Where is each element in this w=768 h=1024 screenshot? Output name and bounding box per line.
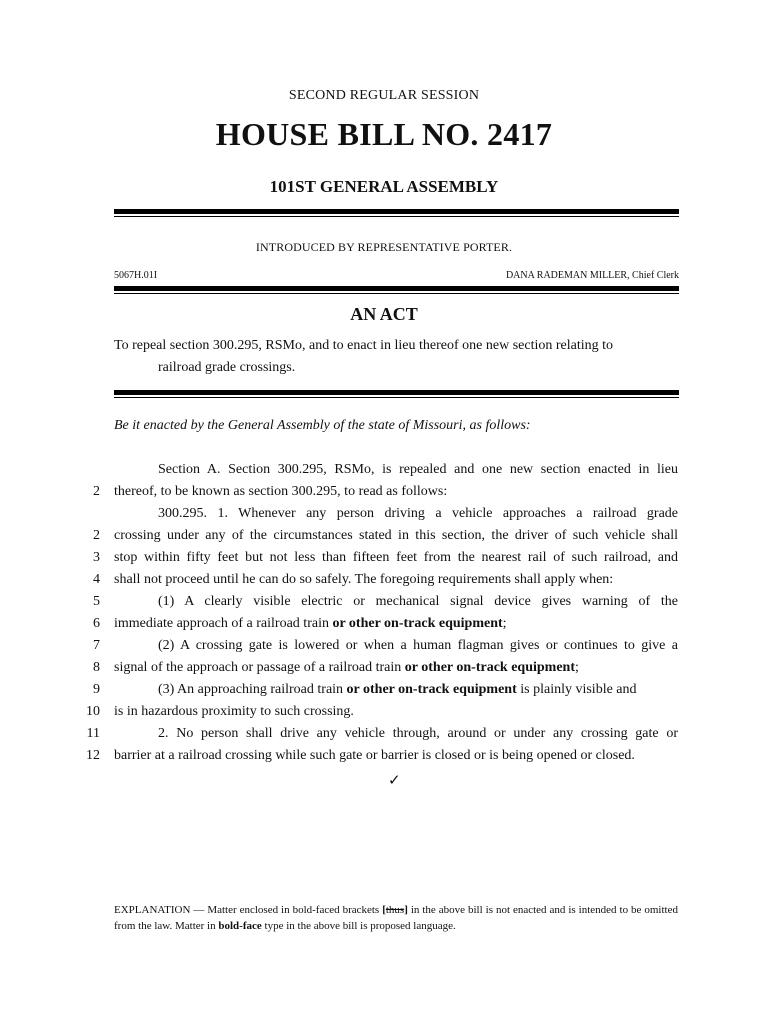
document-number: 5067H.01I	[114, 270, 158, 281]
bill-text-line: is in hazardous proximity to such crossing.	[114, 704, 354, 719]
act-heading: AN ACT	[350, 304, 418, 324]
divider-rule	[114, 209, 679, 214]
bill-text-segment: is plainly visible and	[516, 682, 637, 697]
line-number: 7	[93, 638, 100, 653]
line-number: 9	[93, 682, 100, 697]
bill-text-line	[114, 657, 678, 679]
bill-text-line: barrier at a railroad crossing while such gate or barrier is closed or is being opened or closed.	[114, 748, 635, 763]
bill-text-line	[114, 613, 678, 635]
line-number: 3	[93, 550, 100, 565]
explanation-text: in the above bill is not enacted and is intended to be omitted from the law. Matter in	[114, 904, 678, 932]
bill-text-segment: (3) An approaching railroad train	[158, 682, 347, 697]
introduced-by: INTRODUCED BY REPRESENTATIVE PORTER.	[255, 240, 513, 254]
divider-rule-thin	[114, 397, 679, 398]
line-number: 2	[93, 528, 100, 543]
line-number: 8	[93, 660, 100, 675]
bill-text-segment: immediate approach of a railroad train	[114, 616, 333, 631]
bill-text-segment: ;	[502, 616, 507, 631]
bill-text-added: or other on-track equipment	[346, 682, 517, 697]
act-title-line: railroad grade crossings.	[158, 360, 296, 375]
explanation-note	[114, 902, 678, 934]
struck-example: thus	[385, 904, 405, 916]
chief-clerk: DANA RADEMAN MILLER, Chief Clerk	[505, 270, 679, 281]
enacting-clause: Be it enacted by the General Assembly of the state of Missouri, as follows:	[114, 418, 531, 433]
explanation-text: EXPLANATION — Matter enclosed in bold-faced brackets	[114, 904, 383, 916]
bill-text-line: crossing under any of the circumstances stated in this section, the driver of such vehicle shall	[114, 528, 678, 543]
checkmark-icon: ✓	[388, 771, 401, 789]
divider-rule	[114, 390, 679, 395]
bill-text-line	[114, 679, 678, 701]
bill-text-line: Section A. Section 300.295, RSMo, is repealed and one new section enacted in lieu	[158, 462, 678, 477]
bill-text-line: (1) A clearly visible electric or mechanical signal device gives warning of the	[158, 594, 678, 609]
divider-rule	[114, 286, 679, 291]
line-number: 6	[93, 616, 100, 631]
bill-text-added: or other on-track equipment	[332, 616, 503, 631]
bill-text-line: thereof, to be known as section 300.295, to read as follows:	[114, 484, 448, 499]
bold-example: bold-face	[218, 920, 262, 932]
assembly-label: 101ST GENERAL ASSEMBLY	[269, 177, 499, 196]
bill-text-line: (2) A crossing gate is lowered or when a human flagman gives or continues to give a	[158, 638, 678, 653]
line-number: 10	[86, 704, 100, 719]
divider-rule-thin	[114, 293, 679, 294]
line-number: 2	[93, 484, 100, 499]
line-number: 5	[93, 594, 100, 609]
bracket-open: [	[382, 904, 386, 916]
line-number: 4	[93, 572, 100, 587]
bill-text-line: 300.295. 1. Whenever any person driving a vehicle approaches a railroad grade	[158, 506, 678, 521]
line-number: 11	[86, 726, 100, 741]
act-title	[114, 335, 678, 379]
session-label: SECOND REGULAR SESSION	[288, 88, 480, 103]
act-title-line: To repeal section 300.295, RSMo, and to enact in lieu thereof one new section relating to	[114, 338, 613, 353]
bill-text-line: 2. No person shall drive any vehicle through, around or under any crossing gate or	[158, 726, 678, 741]
bill-text-segment: signal of the approach or passage of a railroad train	[114, 660, 405, 675]
bracket-close: ]	[404, 904, 408, 916]
line-number: 12	[86, 748, 100, 763]
bill-text-added: or other on-track equipment	[404, 660, 575, 675]
divider-rule-thin	[114, 216, 679, 217]
bill-text-line: shall not proceed until he can do so safely. The foregoing requirements shall apply when:	[114, 572, 614, 587]
explanation-text: type in the above bill is proposed language.	[261, 920, 456, 932]
bill-text-line: stop within fifty feet but not less than fifteen feet from the nearest rail of such railroad, and	[114, 550, 678, 565]
bill-number-title: HOUSE BILL NO. 2417	[215, 116, 553, 152]
bill-text-segment: ;	[574, 660, 579, 675]
